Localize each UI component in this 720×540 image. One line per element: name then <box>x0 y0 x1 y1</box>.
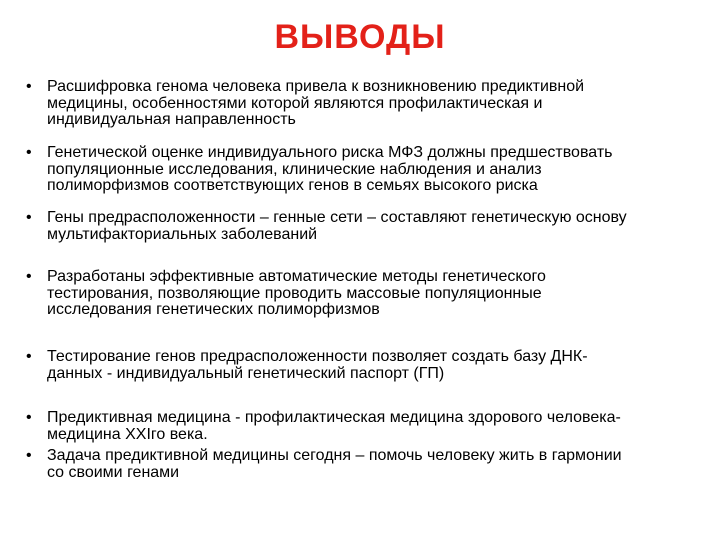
bullet-text: Тестирование генов предрасположенности позволяет создать базу ДНК- данных - индивидуальный генетический паспорт (ГП) <box>47 348 588 382</box>
bullet-dot-icon: • <box>26 447 32 464</box>
bullet-text: Генетической оценке индивидуального риска МФЗ должны предшествовать популяционные исследования, клинические наблюдения и анализ полиморфизмов соответствующих генов в семьях высокого риска <box>47 144 613 194</box>
bullet-item <box>26 79 716 129</box>
bullet-item <box>26 145 716 195</box>
bullet-text: Расшифровка генома человека привела к возникновению предиктивной медицины, особенностями которой являются профилактическая и индивидуальная направленность <box>47 78 585 128</box>
bullet-dot-icon: • <box>26 409 32 426</box>
bullet-dot-icon: • <box>26 348 32 365</box>
slide-title: ВЫВОДЫ <box>274 18 446 56</box>
bullet-dot-icon: • <box>26 144 32 161</box>
bullet-item <box>26 349 716 382</box>
bullet-text: Задача предиктивной медицины сегодня – помочь человеку жить в гармонии со своими генами <box>47 447 622 481</box>
bullet-item <box>26 410 716 443</box>
bullet-item <box>26 210 716 243</box>
bullet-text: Разработаны эффективные автоматические методы генетического тестирования, позволяющие проводить массовые популяционные исследования генетических полиморфизмов <box>47 268 546 318</box>
bullet-text: Предиктивная медицина - профилактическая медицина здорового человека- медицина XXIго века. <box>47 409 621 443</box>
bullet-item <box>26 269 716 319</box>
bullet-dot-icon: • <box>26 78 32 95</box>
bullet-dot-icon: • <box>26 209 32 226</box>
bullet-item <box>26 448 716 481</box>
bullet-text: Гены предрасположенности – генные сети – составляют генетическую основу мультифакториальных заболеваний <box>47 209 627 243</box>
bullet-dot-icon: • <box>26 268 32 285</box>
